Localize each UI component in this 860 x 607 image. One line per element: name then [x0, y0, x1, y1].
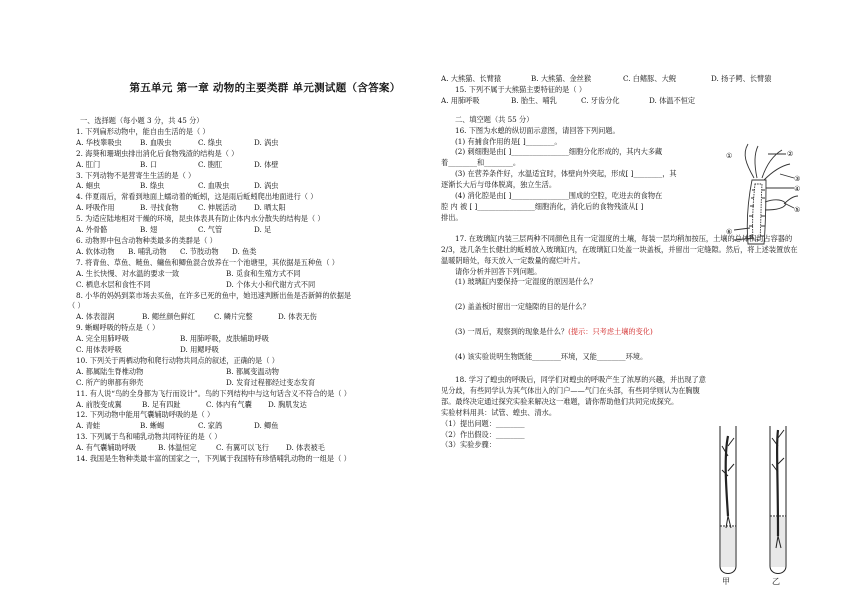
- option-c: C. 血吸虫: [198, 181, 230, 191]
- question-3: 3. 下列动物不是营寄生生活的是（ ）: [76, 170, 196, 180]
- question-7-options-row2: [76, 280, 421, 291]
- option-a: A. 生长快慢、对水温的要求一致: [76, 268, 180, 278]
- question-17-part3: [455, 327, 803, 338]
- question-10: 10. 下列关于两栖动物和爬行动物共同点的叙述，正确的是（ ）: [76, 355, 279, 365]
- option-c: C. 绦虫: [198, 137, 223, 147]
- option-b: B. 鳃丝颜色鲜红: [142, 312, 195, 322]
- option-c: C. 家鸽: [198, 421, 223, 431]
- option-a: A. 用肺呼吸: [441, 95, 480, 105]
- right-column: [441, 74, 803, 451]
- question-1-options: [76, 138, 421, 149]
- question-14-options: [441, 74, 803, 85]
- question-15: 15. 下列不属于大熊猫主要特征的是（ ）: [455, 84, 587, 94]
- option-b: B. 觅食和生殖方式不同: [226, 268, 301, 278]
- option-d: D. 涡虫: [254, 137, 279, 147]
- option-c: C. 牙齿分化: [581, 95, 620, 105]
- option-d: D. 胸肌发达: [268, 399, 307, 409]
- option-a: A. 大熊猫、长臂猿: [441, 74, 502, 83]
- option-a: A. 前肢变成翼: [76, 399, 122, 409]
- question-15-options: [441, 96, 803, 107]
- question-17: 17. 在玻璃缸内装三层两种不同颜色且有一定湿度的土壤，每装一层均稍加按压，土壤的总体积约占容器的 2/3，选几条生长健壮的蚯蚓放入玻璃缸内，在玻璃缸口处盖一块盖板，并留出一定缝隙。然后，将上述装置放在温暖阴暗处，每天放入一定数量的腐烂叶片。: [441, 233, 798, 265]
- question-11-options: [76, 400, 421, 411]
- question-16-block: [441, 126, 723, 224]
- option-b: B. 蜥蜴: [140, 421, 165, 431]
- question-17-hint: (提示：只考虑土壤的变化): [568, 327, 653, 337]
- option-c: C. 节肢动物: [180, 246, 219, 256]
- option-d: D. 体表无伤: [278, 312, 317, 322]
- option-a: A. 体表湿润: [76, 312, 115, 322]
- option-b: B. 寻找食物: [140, 203, 179, 213]
- option-b: B. 哺乳动物: [128, 246, 167, 256]
- option-b: B. 胎生、哺乳: [511, 95, 557, 105]
- question-4: 4. 伴夏雨后，常看到地面上蠕动着的蚯蚓，这是雨后蚯蚓爬出地面进行（ ）: [76, 192, 318, 202]
- option-b: B. 大熊猫、金丝猴: [531, 74, 592, 83]
- option-c: C. 体内有气囊: [206, 399, 252, 409]
- option-c: C. 用体表呼吸: [76, 345, 122, 355]
- question-2: 2. 海葵和珊瑚虫排出消化后食物残渣的结构是（ ）: [76, 148, 239, 158]
- question-11: 11. 有人说“鸟的全身都为飞行而设计”。鸟的下列结构中与这句话含义不符合的是（ ）: [76, 388, 351, 398]
- option-c: C. 伸展活动: [198, 203, 237, 213]
- fig-label-6: ⑥: [726, 228, 733, 236]
- question-7-options-row1: [76, 269, 421, 280]
- option-d: D. 鱼类: [232, 246, 257, 256]
- question-18-part1: （1）提出问题：________: [441, 418, 525, 428]
- question-10-options-row2: [76, 378, 421, 389]
- question-12: 12. 下列动物中能用气囊辅助呼吸的是（ ）: [76, 410, 215, 420]
- question-17-part2: (2) 盖盖板时留出一定缝隙的目的是什么？: [455, 302, 590, 312]
- question-8-options: [76, 312, 421, 323]
- question-16-part1: (1) 有捕食作用的是[ ]________。: [455, 136, 562, 146]
- hydra-section-diagram: [724, 140, 804, 252]
- question-6: 6. 动物界中包含动物种类最多的类群是（ ）: [76, 235, 217, 245]
- question-13-options: [76, 443, 421, 454]
- question-8: 8. 小华的妈妈到菜市场去买鱼，在许多已死的鱼中，她迅速判断出鱼是否新鲜的依据是: [76, 290, 352, 300]
- option-b: B. 口: [140, 159, 158, 169]
- question-18-materials: 实验材料用具：试管、蝗虫、清水。: [441, 407, 557, 417]
- left-column: [68, 116, 421, 465]
- option-c: C. 白鳍豚、大鲵: [623, 74, 676, 83]
- option-c: C. 鳞片完整: [214, 312, 253, 322]
- page-title: 第五单元 第一章 动物的主要类群 单元测试题（含答案）: [129, 82, 401, 94]
- question-13: 13. 下列属于鸟和哺乳动物共同特征的是（ ）: [76, 432, 222, 442]
- option-a: A. 有气囊辅助呼吸: [76, 443, 137, 453]
- option-c: C. 气管: [198, 225, 223, 235]
- option-b: B. 血吸虫: [140, 137, 172, 147]
- option-b: B. 用肺呼吸，皮肤辅助呼吸: [180, 334, 269, 344]
- question-14: 14. 我国是生物种类最丰富的国家之一，下列属于我国特有珍惜哺乳动物的一组是（ ）: [76, 454, 351, 464]
- section-heading-fill: 二、填空题（共 55 分）: [455, 114, 534, 124]
- option-c: C. 所产的卵都有卵壳: [76, 377, 144, 387]
- option-a: A. 软体动物: [76, 246, 115, 256]
- option-d: D. 体表被毛: [286, 443, 325, 453]
- option-d: D. 用鳃呼吸: [180, 345, 219, 355]
- option-c: C. 栖息水层和食性不同: [76, 279, 151, 289]
- question-12-options: [76, 421, 421, 432]
- option-a: A. 华枝睾吸虫: [76, 137, 122, 147]
- question-2-options: [76, 160, 421, 171]
- question-16-part3: (3) 在营养条件好，水温适宜时，体壁向外突起，形成[ ]________，其: [455, 169, 677, 179]
- option-a: A. 完全用肺呼吸: [76, 334, 129, 344]
- question-7: 7. 将青鱼、草鱼、鲢鱼、鳙鱼和鲫鱼混合放养在一个池塘里，其依据是五种鱼（ ）: [76, 257, 339, 267]
- question-18-part2: （2）作出假设：________: [441, 429, 525, 439]
- option-d: D. 足: [254, 225, 272, 235]
- section-heading-choice: 一、选择题（每小题 3 分，共 45 分）: [80, 116, 204, 125]
- option-b: B. 绦虫: [140, 181, 165, 191]
- option-d: D. 个体大小和代谢方式不同: [226, 279, 316, 289]
- option-a: A. 青蛙: [76, 421, 101, 431]
- option-a: A. 肛门: [76, 159, 101, 169]
- question-16-part3-cont: 逐渐长大后与母体脱离，独立生活。: [441, 180, 557, 190]
- question-16-part2: (2) 刺细胞是由[ ]________________细胞分化形成的，其内大多藏: [455, 147, 663, 157]
- option-d: D. 体壁: [254, 159, 279, 169]
- question-18-part3: （3）实验步骤：: [441, 440, 496, 450]
- question-18: 18. 学习了蝗虫的呼吸后，同学们对蝗虫的呼吸产生了浓厚的兴趣，并出现了意见分歧，有些同学认为其气体出入的门户——气门在头部，有些同学则认为在胸腹部。最终决定通过探究实验来解决这一难题，请你帮助他们共同完成探究。: [441, 375, 706, 406]
- fig-label-3: ③: [794, 175, 801, 183]
- question-16-part2-cont: 着________和________。: [441, 158, 521, 168]
- option-a: A. 蛔虫: [76, 181, 101, 191]
- question-16-part4-end: 排出。: [441, 212, 463, 222]
- option-d: D. 晒太阳: [254, 203, 286, 213]
- question-5-options: [76, 225, 421, 236]
- option-c: C. 胞肛: [198, 159, 223, 169]
- fig-label-1: ①: [726, 152, 733, 160]
- option-a: A. 外骨骼: [76, 225, 108, 235]
- question-5: 5. 为适应陆地相对干燥的环境，昆虫体表具有防止体内水分散失的结构是（ ）: [76, 214, 325, 224]
- option-d: D. 体温不恒定: [649, 95, 696, 105]
- fig-label-4: ④: [794, 185, 801, 193]
- question-17-part4: (4) 该实验说明生物既能________环境，又能________环境。: [455, 352, 648, 362]
- fig-label-5: ⑤: [794, 206, 801, 214]
- question-16-part4-cont: 腔 内 被 [ ]________________细胞消化，消化后的食物残渣从[ ]: [441, 201, 644, 211]
- question-17-ask: 请你分析并回答下列问题。: [455, 266, 542, 276]
- tube-label-jia: 甲: [722, 577, 730, 586]
- test-tubes-diagram: [706, 416, 806, 586]
- question-9-options-row2: [76, 345, 421, 356]
- fig-label-2: ②: [787, 150, 794, 158]
- question-10-options-row1: [76, 367, 421, 378]
- question-9: 9. 蜥蜴呼吸的特点是（ ）: [76, 323, 160, 333]
- option-b: B. 足有四趾: [142, 399, 181, 409]
- option-d: D. 鲫鱼: [254, 421, 279, 431]
- option-c: C. 有翼可以飞行: [216, 443, 269, 453]
- question-9-options-row1: [76, 334, 421, 345]
- option-d: D. 涡虫: [254, 181, 279, 191]
- question-8-continued: （ ）: [68, 301, 85, 311]
- option-a: A. 都属陆生脊椎动物: [76, 366, 144, 376]
- question-17-part3-text: (3) 一周后，观察到的现象是什么？: [455, 327, 569, 337]
- option-a: A. 呼吸作用: [76, 203, 115, 213]
- question-3-options: [76, 181, 421, 192]
- option-b: B. 都属变温动物: [226, 366, 279, 376]
- question-17-part1: (1) 玻璃缸内要保持一定湿度的原因是什么？: [455, 277, 597, 287]
- question-6-options: [76, 247, 421, 258]
- option-b: B. 翅: [140, 225, 158, 235]
- question-16: 16. 下图为水螅的纵切面示意图，请回答下列问题。: [455, 125, 620, 135]
- option-d: D. 扬子鳄、长臂猿: [711, 74, 772, 83]
- question-16-part4: (4) 消化腔是由[ ]________________围成的空腔，吃进去的食物在: [455, 191, 663, 201]
- question-4-options: [76, 203, 421, 214]
- tube-label-yi: 乙: [772, 577, 780, 586]
- option-d: D. 发育过程都经过变态发育: [226, 377, 316, 387]
- question-1: 1. 下列扁形动物中，能自由生活的是（ ）: [76, 126, 210, 136]
- option-b: B. 体温恒定: [158, 443, 197, 453]
